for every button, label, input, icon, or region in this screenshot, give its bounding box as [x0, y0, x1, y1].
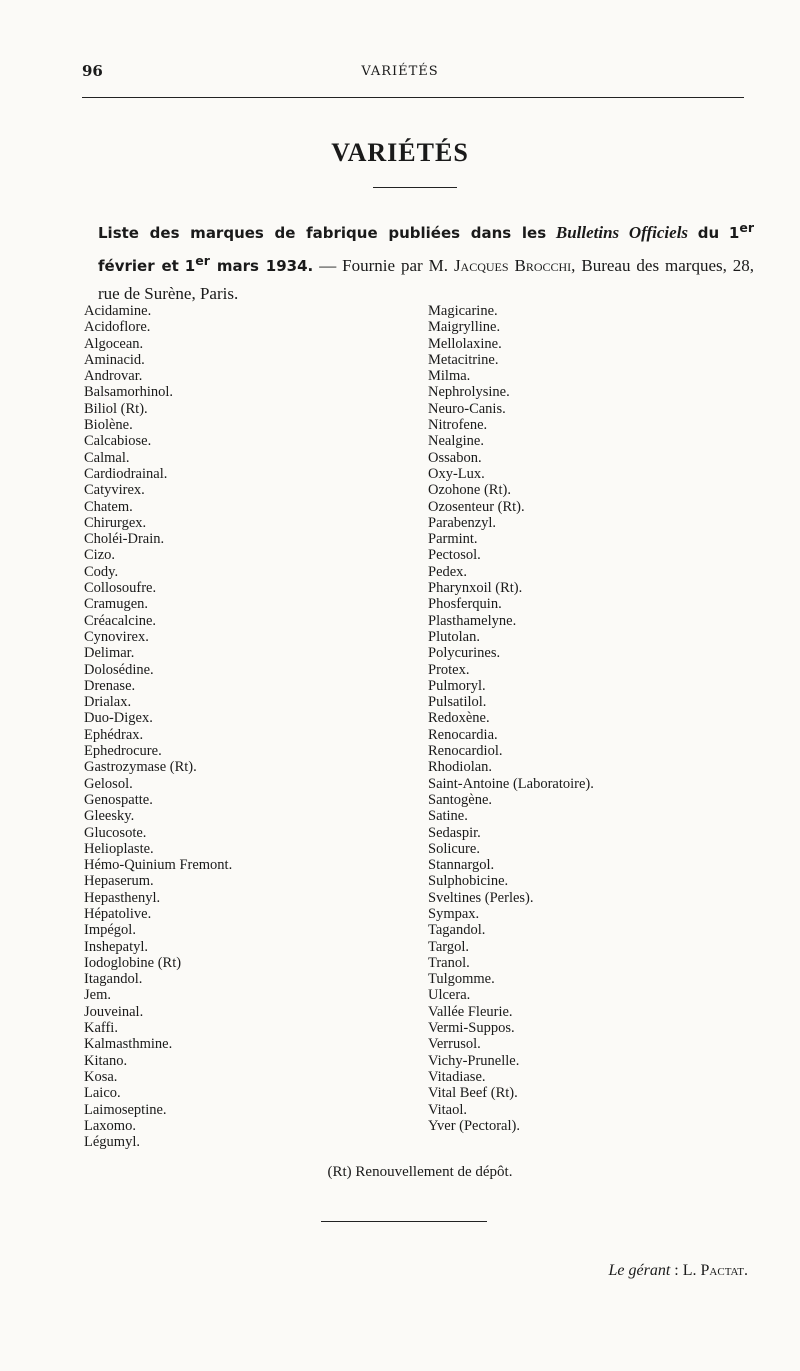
list-item: Inshepatyl.: [84, 938, 149, 955]
list-item: Tagandol.: [428, 922, 486, 939]
list-item: Collosoufre.: [84, 580, 157, 597]
list-item: Ozosenteur (Rt).: [428, 498, 525, 515]
list-item: Targol.: [428, 938, 470, 955]
list-item: Mellolaxine.: [428, 335, 502, 352]
list-item: Kosa.: [84, 1068, 118, 1085]
list-item: Sedaspir.: [428, 824, 481, 841]
list-item: Cody.: [84, 563, 119, 580]
list-item: Catyvirex.: [84, 482, 145, 499]
intro-bold-text: Liste des marques de fabrique publiées dans les: [98, 224, 547, 242]
list-item: Ulcera.: [428, 987, 471, 1004]
list-item: Parmint.: [428, 531, 478, 548]
list-item: Hepasthenyl.: [84, 889, 161, 906]
header-rule: [82, 97, 744, 98]
list-item: Genospatte.: [84, 791, 153, 808]
signature-label: Le gérant: [608, 1262, 671, 1279]
list-item: Chatem.: [84, 498, 133, 515]
list-item: Vital Beef (Rt).: [428, 1085, 518, 1102]
footer-rule: [321, 1221, 487, 1222]
list-item: Tulgomme.: [428, 971, 495, 988]
list-item: Vitadiase.: [428, 1068, 486, 1085]
list-item: Polycurines.: [428, 645, 501, 662]
list-item: Hémo-Quinium Fremont.: [84, 857, 233, 874]
list-item: Vichy-Prunelle.: [428, 1052, 520, 1069]
list-item: Cynovirex.: [84, 628, 149, 645]
intro-date2-sup: er: [195, 253, 210, 268]
list-item: Rhodiolan.: [428, 759, 493, 776]
list-item: Sympax.: [428, 905, 480, 922]
list-item: Protex.: [428, 661, 470, 678]
intro-source-name: Jacques Brocchi,: [453, 256, 576, 275]
intro-bulletin-title: Bulletins Officiels: [555, 223, 689, 242]
list-item: Duo-Digex.: [84, 710, 153, 727]
list-item: Ozohone (Rt).: [428, 482, 511, 499]
list-item: Plutolan.: [428, 628, 480, 645]
list-item: Oxy-Lux.: [428, 465, 485, 482]
list-item: Ossabon.: [428, 449, 482, 466]
list-item: Neuro-Canis.: [428, 400, 506, 417]
footnote: (Rt) Renouvellement de dépôt.: [327, 1164, 513, 1180]
list-item: Renocardiol.: [428, 743, 503, 760]
list-item: Androvar.: [84, 368, 143, 385]
list-item: Santogène.: [428, 791, 493, 808]
list-item: Gleesky.: [84, 808, 135, 825]
trademark-list-right: [428, 303, 758, 1134]
list-item: Acidoflore.: [84, 319, 151, 336]
list-item: Kalmasthmine.: [84, 1036, 173, 1053]
list-item: Cizo.: [84, 547, 116, 564]
list-item: Drenase.: [84, 677, 136, 694]
list-item: Kaffi.: [84, 1020, 118, 1037]
list-item: Sulphobicine.: [428, 873, 509, 890]
intro-paragraph: [98, 214, 754, 307]
page-title: VARIÉTÉS: [331, 138, 469, 167]
intro-source-prefix: — Fournie par M.: [319, 256, 448, 275]
list-item: Delimar.: [84, 645, 135, 662]
list-item: Calmal.: [84, 449, 130, 466]
list-item: Drialax.: [84, 694, 132, 711]
list-item: Cramugen.: [84, 596, 149, 613]
list-item: Algocean.: [84, 335, 144, 352]
list-item: Calcabiose.: [84, 433, 152, 450]
list-item: Stannargol.: [428, 857, 495, 874]
list-item: Hépatolive.: [84, 905, 152, 922]
list-item: Gelosol.: [84, 775, 133, 792]
list-item: Glucosote.: [84, 824, 147, 841]
list-item: Créacalcine.: [84, 612, 157, 629]
list-item: Itagandol.: [84, 971, 143, 988]
intro-date1-sup: er: [739, 220, 754, 235]
list-item: Sveltines (Perles).: [428, 889, 534, 906]
list-item: Ephédrax.: [84, 726, 144, 743]
list-item: Jouveinal.: [84, 1003, 144, 1020]
list-item: Hepaserum.: [84, 873, 154, 890]
signature-name: L. Pactat.: [682, 1262, 748, 1279]
list-item: Yver (Pectoral).: [428, 1117, 520, 1134]
list-item: Biliol (Rt).: [84, 400, 148, 417]
list-item: Maigrylline.: [428, 319, 501, 336]
intro-date2-num: 1: [184, 257, 196, 275]
list-item: Légumyl.: [84, 1134, 140, 1151]
list-item: Renocardia.: [428, 726, 498, 743]
signature-separator: :: [670, 1262, 683, 1279]
list-item: Verrusol.: [428, 1036, 481, 1053]
list-item: Parabenzyl.: [428, 514, 497, 531]
running-head: VARIÉTÉS: [361, 64, 439, 79]
list-item: Choléi-Drain.: [84, 531, 165, 548]
page-number: 96: [82, 62, 103, 80]
list-item: Metacitrine.: [428, 351, 499, 368]
list-item: Magicarine.: [428, 303, 498, 319]
list-item: Gastrozymase (Rt).: [84, 759, 197, 776]
list-item: Kitano.: [84, 1052, 128, 1069]
intro-date1-num: 1: [728, 224, 740, 242]
list-item: Tranol.: [428, 954, 470, 971]
list-item: Plasthamelyne.: [428, 612, 517, 629]
list-item: Pedex.: [428, 563, 468, 580]
list-item: Nitrofene.: [428, 417, 488, 434]
list-item: Jem.: [84, 987, 111, 1004]
list-item: Vallée Fleurie.: [428, 1003, 513, 1020]
list-item: Aminacid.: [84, 351, 145, 368]
list-item: Pulsatilol.: [428, 694, 487, 711]
list-item: Redoxène.: [428, 710, 490, 727]
list-item: Laxomo.: [84, 1117, 136, 1134]
list-item: Balsamorhinol.: [84, 384, 174, 401]
intro-date1-word: février et: [98, 257, 179, 275]
list-item: Pulmoryl.: [428, 677, 486, 694]
list-item: Saint-Antoine (Laboratoire).: [428, 775, 594, 792]
list-item: Cardiodrainal.: [84, 465, 168, 482]
title-rule: [373, 187, 457, 188]
list-item: Biolène.: [84, 417, 133, 434]
list-item: Laimoseptine.: [84, 1101, 167, 1118]
list-item: Impégol.: [84, 922, 136, 939]
list-item: Milma.: [428, 368, 471, 385]
trademark-list-left: [84, 303, 384, 1150]
list-item: Ephedrocure.: [84, 743, 162, 760]
list-item: Pectosol.: [428, 547, 481, 564]
list-item: Vitaol.: [428, 1101, 467, 1118]
intro-address: Bureau des marques, 28, rue de Surène, Paris.: [98, 256, 755, 303]
intro-du: du: [697, 224, 720, 242]
list-item: Acidamine.: [84, 303, 152, 319]
signature: [609, 1262, 748, 1280]
intro-date2-word: mars 1934.: [216, 257, 314, 275]
list-item: Helioplaste.: [84, 840, 154, 857]
list-item: Nephrolysine.: [428, 384, 510, 401]
list-item: Chirurgex.: [84, 514, 147, 531]
list-item: Dolosédine.: [84, 661, 154, 678]
list-item: Nealgine.: [428, 433, 484, 450]
list-item: Iodoglobine (Rt): [84, 954, 182, 971]
list-item: Phosferquin.: [428, 596, 502, 613]
list-item: Solicure.: [428, 840, 480, 857]
list-item: Laico.: [84, 1085, 121, 1102]
list-item: Pharynxoil (Rt).: [428, 580, 523, 597]
list-item: Satine.: [428, 808, 468, 825]
list-item: Vermi-Suppos.: [428, 1020, 515, 1037]
intro-date2: [184, 253, 314, 275]
